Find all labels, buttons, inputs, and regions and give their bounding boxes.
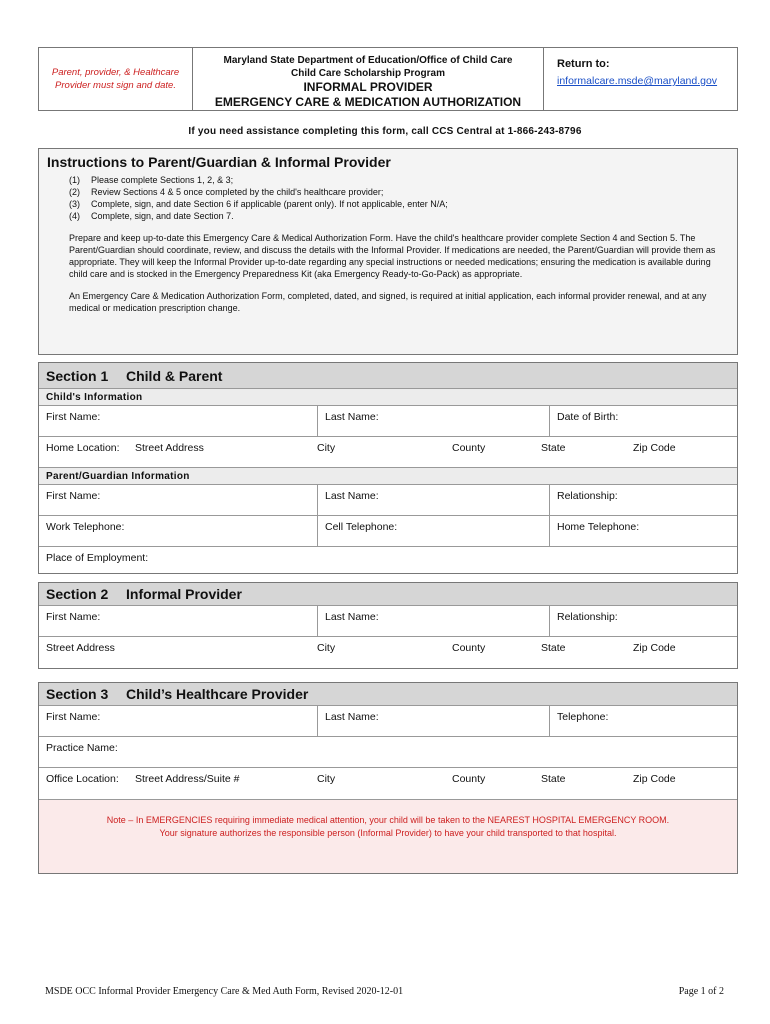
city-label: City bbox=[317, 773, 336, 785]
provider-last-name-field[interactable]: Last Name: bbox=[317, 606, 549, 636]
hcp-first-name-field[interactable]: First Name: bbox=[46, 711, 101, 723]
street-label: Street Address bbox=[46, 642, 115, 654]
home-location-label: Home Location: bbox=[46, 442, 120, 454]
signature-note-box bbox=[39, 48, 193, 110]
page-number: Page 1 of 2 bbox=[678, 986, 724, 997]
employment-row bbox=[39, 547, 737, 573]
parent-info-subheader: Parent/Guardian Information bbox=[39, 468, 737, 485]
child-name-row bbox=[39, 406, 737, 437]
state-label: State bbox=[541, 642, 566, 654]
hcp-name-row bbox=[39, 706, 737, 737]
county-label: County bbox=[452, 642, 486, 654]
office-location-label: Office Location: bbox=[46, 773, 119, 785]
city-label: City bbox=[317, 442, 336, 454]
zip-label: Zip Code bbox=[633, 642, 676, 654]
home-telephone-field[interactable]: Home Telephone: bbox=[549, 516, 737, 546]
hcp-telephone-field[interactable]: Telephone: bbox=[549, 706, 737, 736]
parent-first-name-field[interactable]: First Name: bbox=[46, 490, 101, 502]
work-telephone-field[interactable]: Work Telephone: bbox=[46, 521, 125, 533]
parent-phone-row bbox=[39, 516, 737, 547]
assistance-line: If you need assistance completing this form, call CCS Central at 1-866-243-8796 bbox=[188, 126, 582, 137]
child-last-name-field[interactable]: Last Name: bbox=[317, 406, 549, 436]
provider-address-row[interactable] bbox=[39, 637, 737, 668]
zip-label: Zip Code bbox=[633, 773, 676, 785]
section-1-child-parent bbox=[38, 362, 738, 574]
instruction-step: (3) Complete, sign, and date Section 6 if applicable (parent only). If not applicable, enter N/A; bbox=[69, 199, 448, 209]
form-title-line2: EMERGENCY CARE & MEDICATION AUTHORIZATION bbox=[214, 95, 522, 109]
section-3-header: Section 3 Child’s Healthcare Provider bbox=[39, 683, 737, 706]
section-2-informal-provider bbox=[38, 582, 738, 669]
instruction-step: (4) Complete, sign, and date Section 7. bbox=[69, 211, 234, 221]
child-info-subheader: Child's Information bbox=[39, 389, 737, 406]
parent-last-name-field[interactable]: Last Name: bbox=[317, 485, 549, 515]
cell-telephone-field[interactable]: Cell Telephone: bbox=[317, 516, 549, 546]
state-label: State bbox=[541, 773, 566, 785]
street-suite-label: Street Address/Suite # bbox=[135, 773, 240, 785]
instructions-box bbox=[38, 148, 738, 355]
section-3-healthcare-provider bbox=[38, 682, 738, 874]
hcp-last-name-field[interactable]: Last Name: bbox=[317, 706, 549, 736]
form-id-footer: MSDE OCC Informal Provider Emergency Care & Med Auth Form, Revised 2020-12-01 bbox=[45, 986, 404, 997]
signature-note: Parent, provider, & Healthcare Provider must sign and date. bbox=[51, 67, 180, 91]
program-name: Child Care Scholarship Program bbox=[291, 68, 445, 79]
office-address-row[interactable] bbox=[39, 768, 737, 799]
state-label: State bbox=[541, 442, 566, 454]
provider-name-row bbox=[39, 606, 737, 637]
parent-name-row bbox=[39, 485, 737, 516]
child-dob-field[interactable]: Date of Birth: bbox=[549, 406, 737, 436]
county-label: County bbox=[452, 442, 486, 454]
form-header bbox=[38, 47, 738, 111]
child-first-name-field[interactable]: First Name: bbox=[46, 411, 101, 423]
zip-label: Zip Code bbox=[633, 442, 676, 454]
instructions-paragraph-1: Prepare and keep up-to-date this Emergency Care & Medical Authorization Form. Have the child's healthcare provider complete Section 4 and Section 5. The Parent/Guardian should coordinate, review, and discuss the details with the Informal Provider. If medications are needed, the Parent/Guardian will provide them as appropriate. They will keep the Informal Provider up-to-date regarding any special instructions or needed medications; ensuring the medication is available during child care and is stocked in the Emergency Preparedness Kit (aka Emergency Ready-to-Go-Pack) as appropriate. bbox=[69, 233, 716, 279]
child-address-row[interactable] bbox=[39, 437, 737, 468]
instruction-step: (2) Review Sections 4 & 5 once completed by the child's healthcare provider; bbox=[69, 187, 384, 197]
return-label: Return to: bbox=[557, 58, 610, 70]
emergency-note-line1: Note – In EMERGENCIES requiring immediate medical attention, your child will be taken to the NEAREST HOSPITAL EMERGENCY ROOM. bbox=[106, 815, 670, 825]
instructions-steps bbox=[69, 174, 728, 222]
section-2-header: Section 2 Informal Provider bbox=[39, 583, 737, 606]
provider-first-name-field[interactable]: First Name: bbox=[46, 611, 101, 623]
city-label: City bbox=[317, 642, 336, 654]
provider-relationship-field[interactable]: Relationship: bbox=[549, 606, 737, 636]
practice-name-field[interactable]: Practice Name: bbox=[46, 742, 118, 754]
section-1-header: Section 1 Child & Parent bbox=[39, 363, 737, 389]
form-title-line1: INFORMAL PROVIDER bbox=[303, 80, 433, 94]
place-of-employment-field[interactable]: Place of Employment: bbox=[46, 552, 149, 564]
street-label: Street Address bbox=[135, 442, 204, 454]
emergency-note bbox=[39, 799, 737, 873]
instructions-title: Instructions to Parent/Guardian & Informal Provider bbox=[47, 154, 391, 170]
instructions-paragraph-2: An Emergency Care & Medication Authorization Form, completed, dated, and signed, is required at initial application, each informal provider renewal, and at any medical or medication prescription change. bbox=[69, 291, 707, 313]
emergency-note-line2: Your signature authorizes the responsible person (Informal Provider) to have your child transported to that hospital. bbox=[159, 828, 617, 838]
county-label: County bbox=[452, 773, 486, 785]
return-to-box bbox=[544, 48, 737, 110]
agency-name: Maryland State Department of Education/Office of Child Care bbox=[223, 55, 513, 66]
instruction-step: (1) Please complete Sections 1, 2, & 3; bbox=[69, 175, 234, 185]
practice-row bbox=[39, 737, 737, 768]
form-title-box bbox=[193, 48, 544, 110]
return-email-link[interactable]: informalcare.msde@maryland.gov bbox=[557, 75, 718, 87]
parent-relationship-field[interactable]: Relationship: bbox=[549, 485, 737, 515]
